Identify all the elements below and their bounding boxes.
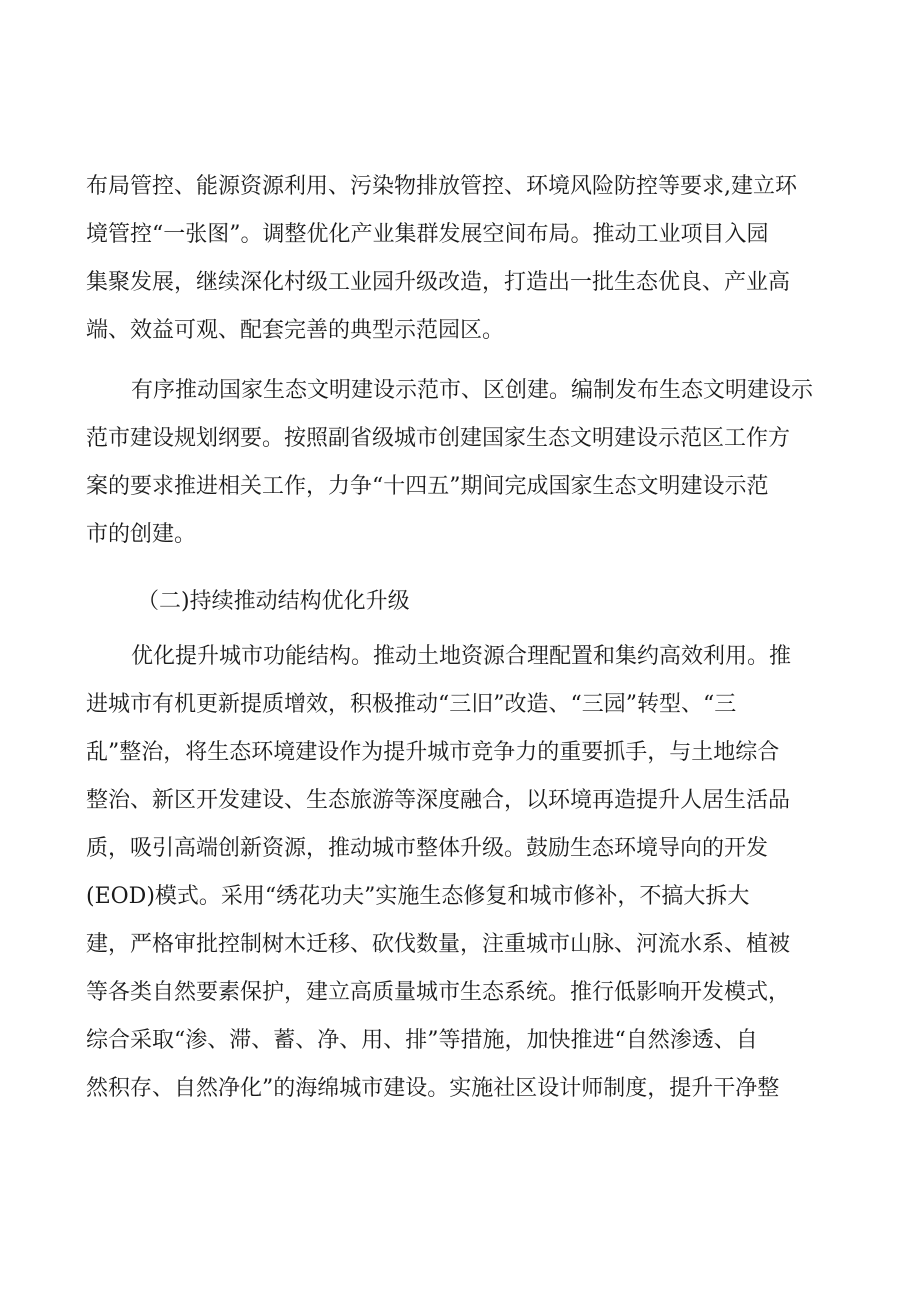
text-line: (EOD)模式。采用“绣花功夫”实施生态修复和城市修补，不搞大拆大 [86,884,750,909]
text-line: 市的创建。 [86,522,197,547]
text-line: 等各类自然要素保护，建立高质量城市生态系统。推行低影响开发模式， [86,980,791,1005]
section-heading: （二)持续推动结构优化升级 [137,589,410,614]
text-line: 乱”整治，将生态环境建设作为提升城市竞争力的重要抓手，与土地综合 [86,740,780,765]
text-line: 然积存、自然净化”的海绵城市建设。实施社区设计师制度，提升干净整 [86,1076,780,1101]
text-line: 范市建设规划纲要。按照副省级城市创建国家生态文明建设示范区工作方 [86,426,791,451]
text-line: 案的要求推进相关工作，力争“十四五”期间完成国家生态文明建设示范 [86,474,769,499]
text-line: 集聚发展，继续深化村级工业园升级改造，打造出一批生态优良、产业高 [86,270,791,295]
text-line: 境管控“一张图”。调整优化产业集群发展空间布局。推动工业项目入园 [86,222,769,247]
text-line: 进城市有机更新提质增效，积极推动“三旧”改造、“三园”转型、“三 [86,692,737,717]
text-line: 布局管控、能源资源利用、污染物排放管控、环境风险防控等要求,建立环 [86,174,797,199]
text-line: 端、效益可观、配套完善的典型示范园区。 [86,318,505,343]
text-line: 质，吸引高端创新资源，推动城市整体升级。鼓励生态环境导向的开发 [86,836,769,861]
paragraph-first-line: 优化提升城市功能结构。推动土地资源合理配置和集约高效利用。推 [131,644,792,669]
text-line: 建，严格审批控制树木迁移、砍伐数量，注重城市山脉、河流水系、植被 [86,932,791,957]
paragraph-first-line: 有序推动国家生态文明建设示范市、区创建。编制发布生态文明建设示 [131,378,814,403]
text-line: 综合采取“渗、滞、蓄、净、用、排”等措施，加快推进“自然渗透、自 [86,1028,758,1053]
text-line: 整治、新区开发建设、生态旅游等深度融合，以环境再造提升人居生活品 [86,788,791,813]
